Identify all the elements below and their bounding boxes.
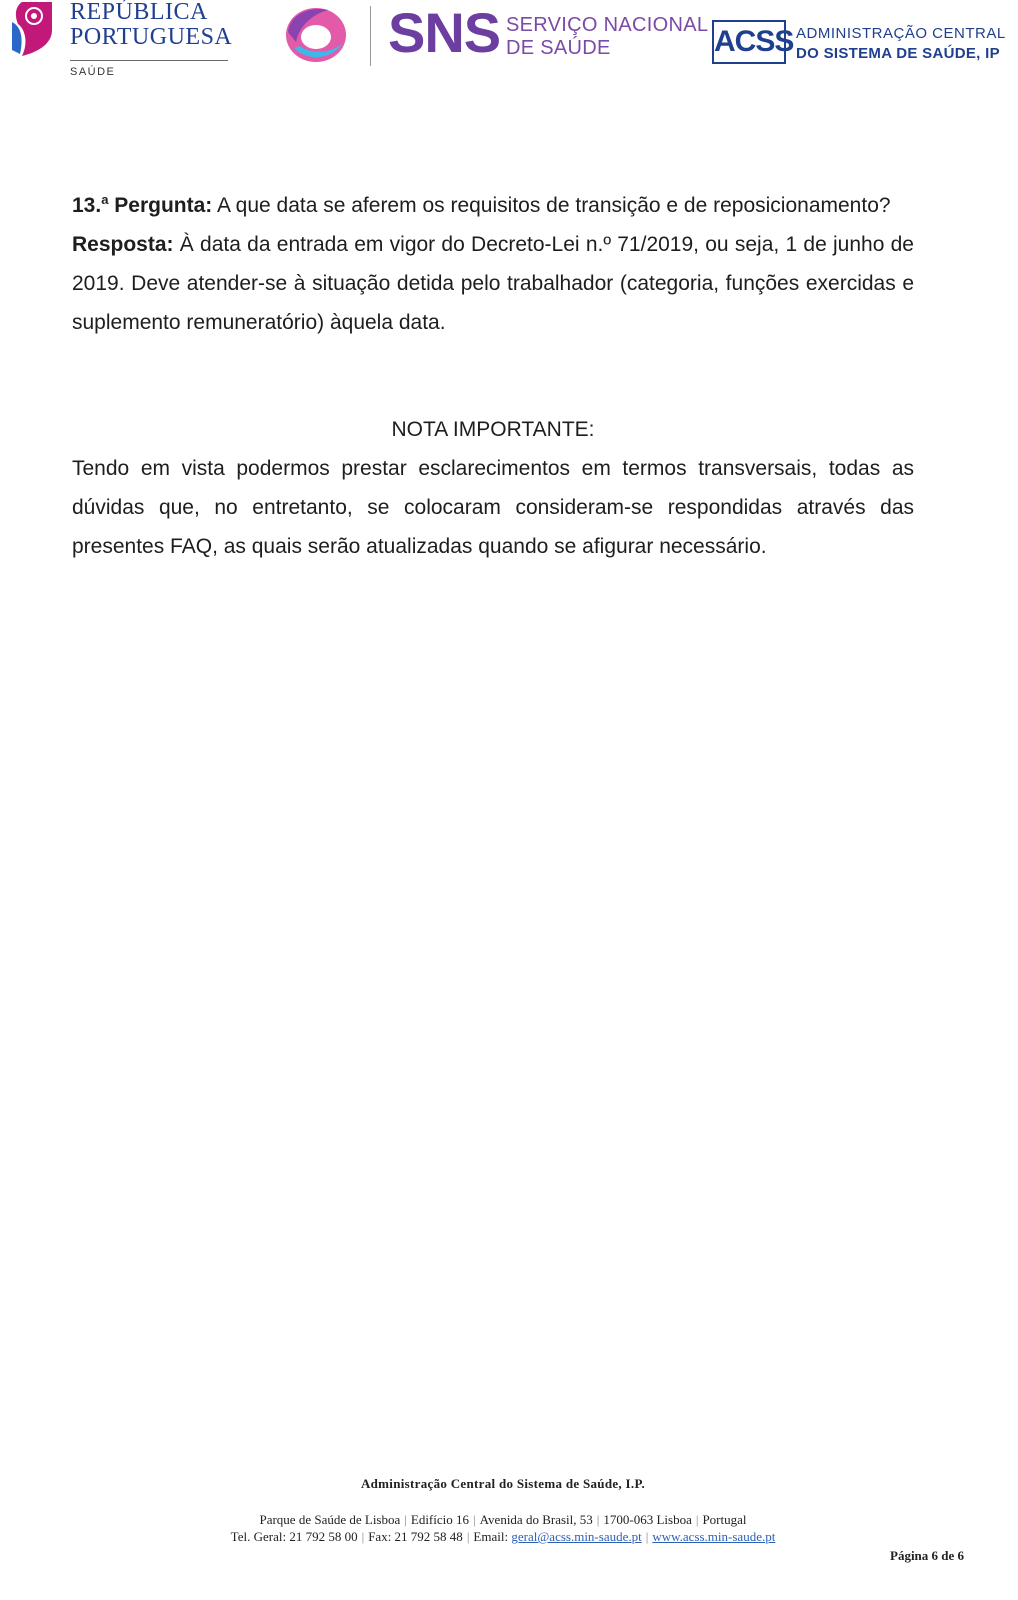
republica-portuguesa-wordmark <box>70 0 232 50</box>
footer-contact: Tel. Geral: 21 792 58 00 | Fax: 21 792 58 48 | Email: geral@acss.min-saude.pt | www.acss.min-saude.pt <box>230 1529 776 1544</box>
footer-organization: Administração Central do Sistema de Saúde, I.P. <box>360 1476 646 1491</box>
answer-label: Resposta: <box>72 233 174 256</box>
question-line <box>72 186 914 225</box>
faq-question-13 <box>72 186 914 342</box>
address-part: Parque de Saúde de Lisboa <box>259 1512 401 1527</box>
address-part: Avenida do Brasil, 53 <box>479 1512 593 1527</box>
footer-fax: Fax: 21 792 58 48 <box>368 1529 463 1544</box>
question-text: A que data se aferem os requisitos de transição e de reposicionamento? <box>212 194 891 217</box>
republica-saude-label: SAÚDE <box>70 66 116 78</box>
acss-abbr: ACSS <box>712 20 786 64</box>
important-note-title: NOTA IMPORTANTE: <box>391 418 595 441</box>
sns-full-name <box>506 14 708 60</box>
footer-email-link[interactable]: geral@acss.min-saude.pt <box>511 1529 642 1544</box>
answer-paragraph <box>72 225 914 342</box>
page-current: 6 <box>931 1548 939 1563</box>
acss-full-name <box>796 24 1006 64</box>
address-part: Portugal <box>702 1512 747 1527</box>
header-divider <box>370 6 371 66</box>
page-number <box>890 1548 964 1564</box>
question-number: 13.$^a$ Pergunta: <box>72 192 213 217</box>
acss-line2: DO SISTEMA DE SAÚDE, IP <box>796 45 1000 62</box>
footer-address: Parque de Saúde de Lisboa | Edifício 16 | Avenida do Brasil, 53 | 1700-063 Lisboa | Portugal <box>259 1512 747 1527</box>
republica-portuguesa-emblem-icon <box>8 0 56 58</box>
sns-ring-logo-icon <box>280 2 352 68</box>
sns-line2: DE SAÚDE <box>506 37 611 59</box>
page-header <box>0 0 1018 90</box>
address-part: 1700-063 Lisboa <box>603 1512 692 1527</box>
republica-line1: REPÚBLICA <box>70 0 208 25</box>
footer-email-label: Email: <box>473 1529 509 1544</box>
footer-website-link[interactable]: www.acss.min-saude.pt <box>652 1529 776 1544</box>
important-note-body: Tendo em vista podermos prestar esclarecimentos em termos transversais, todas as dúvidas que, no entretanto, se colocaram consideram-se respondidas através das presentes FAQ, as quais serão atualizadas quando se afigurar necessário. <box>72 457 914 558</box>
answer-text: À data da entrada em vigor do Decreto-Lei n.º 71/2019, ou seja, 1 de junho de 2019. Deve atender-se à situação detida pelo trabalhador (categoria, funções exercidas e suplemento remuneratório) àquela data. <box>72 233 914 334</box>
page-of: de <box>941 1548 955 1563</box>
page-label: Página <box>890 1548 929 1563</box>
question-number-sup: a <box>101 192 109 207</box>
document-body <box>72 186 914 566</box>
question-label: Pergunta: <box>114 194 213 217</box>
sns-abbr: SNS <box>388 1 501 64</box>
page-total: 6 <box>957 1548 965 1563</box>
sns-line1: SERVIÇO NACIONAL <box>506 14 709 36</box>
footer-tel: Tel. Geral: 21 792 58 00 <box>230 1529 358 1544</box>
acss-line1: ADMINISTRAÇÃO CENTRAL <box>796 25 1006 42</box>
address-part: Edifício 16 <box>410 1512 470 1527</box>
republica-line2: PORTUGUESA <box>70 24 233 50</box>
republica-divider <box>70 60 228 61</box>
